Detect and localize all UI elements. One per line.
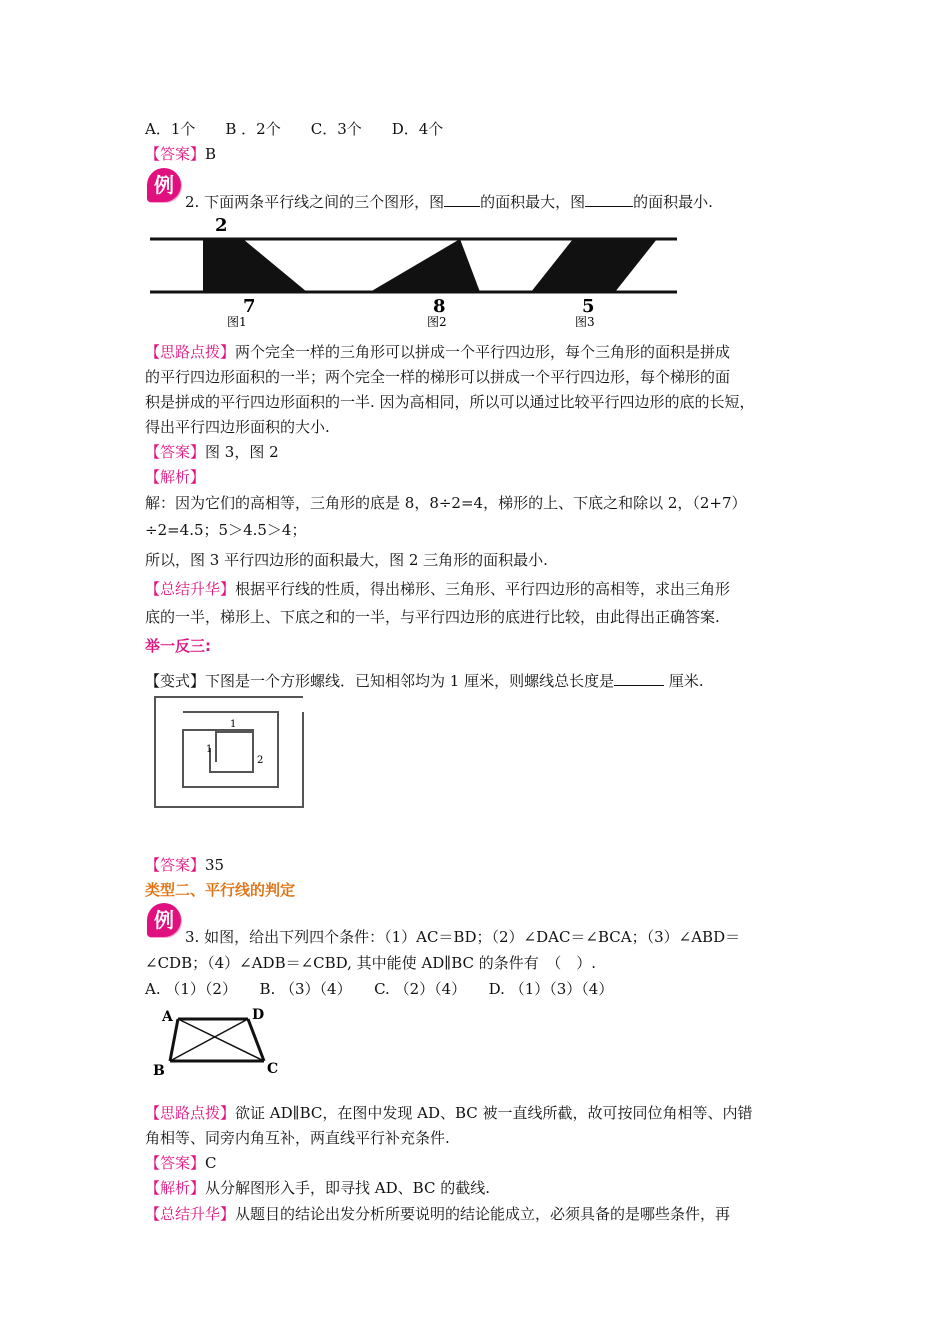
figure-bottom-label: 7: [243, 296, 256, 317]
spiral-label: 2: [257, 755, 264, 766]
q2-question-part1: 2. 下面两条平行线之间的三个图形，图: [185, 193, 445, 211]
figure-caption: 图2: [427, 315, 447, 327]
answer-blank: [585, 192, 633, 207]
practice-heading: 举一反三:: [145, 637, 211, 655]
q2-question-part3: 的面积最小.: [633, 193, 713, 211]
quadrilateral-figure: [150, 1005, 290, 1080]
q2-hint-line: [145, 341, 730, 363]
figure-caption: 图1: [227, 315, 247, 327]
practice-answer-line: [145, 854, 224, 876]
vertex-label-c: C: [267, 1061, 279, 1077]
figure-bottom-label: 5: [582, 296, 595, 317]
answer-blank: [614, 671, 664, 686]
variant-text: 下图是一个方形螺线．已知相邻均为 1 厘米，则螺线总长度是: [205, 672, 615, 690]
answer-value: B: [205, 145, 217, 163]
q2-question: [185, 191, 713, 213]
figure-caption: 图3: [575, 315, 595, 327]
answer-tag: 【答案】: [145, 145, 206, 163]
parallel-lines-figure: [145, 212, 685, 327]
summary-text: 根据平行线的性质，得出梯形、三角形、平行四边形的高相等，求出三角形: [235, 580, 731, 598]
q2-answer-line: [145, 441, 279, 463]
summary-text: 底的一半，梯形上、下底之和的一半，与平行四边形的底进行比较，由此得出正确答案.: [145, 608, 720, 626]
spiral-label: 1: [206, 744, 213, 755]
hint-text: 的平行四边形面积的一半；两个完全一样的梯形可以拼成一个平行四边形，每个梯形的面: [145, 368, 731, 386]
hint-text: 两个完全一样的三角形可以拼成一个平行四边形，每个三角形的面积是拼成: [235, 343, 731, 361]
q1-answer-line: [145, 143, 216, 165]
variant-text: 厘米.: [664, 672, 704, 690]
analysis-text: 从分解图形入手，即寻找 AD、BC 的截线.: [205, 1179, 490, 1197]
hint-tag: 【思路点拨】: [145, 1104, 236, 1122]
variant-line: [145, 670, 704, 692]
q3-analysis-line: [145, 1177, 490, 1199]
q1-options: A．1个 B ．2个 C．3个 D．4个: [145, 120, 444, 138]
q3-options: A. （1）（2） B. （3）（4） C. （2）（4） D. （1）（3）（4）: [145, 980, 614, 998]
analysis-tag: 【解析】: [145, 468, 206, 486]
q3-summary-line: [145, 1203, 730, 1225]
answer-tag: 【答案】: [145, 1154, 206, 1172]
hint-text: 积是拼成的平行四边形面积的一半. 因为高相同，所以可以通过比较平行四边形的底的长短，: [145, 393, 755, 411]
figure-bottom-label: 8: [433, 296, 446, 317]
answer-value: 图 3，图 2: [205, 443, 279, 461]
example-badge: 例: [147, 903, 181, 937]
analysis-text: 所以，图 3 平行四边形的面积最大，图 2 三角形的面积最小.: [145, 551, 548, 569]
q3-hint-line: [145, 1102, 753, 1124]
q2-summary-line: [145, 578, 730, 600]
spiral-label: 1: [230, 719, 237, 730]
trapezoid-shape: [203, 239, 307, 292]
analysis-tag: 【解析】: [145, 1179, 206, 1197]
q2-question-part2: 的面积最大，图: [480, 193, 586, 211]
summary-text: 从题目的结论出发分析所要说明的结论能成立，必须具备的是哪些条件，再: [235, 1205, 731, 1223]
q3-question: ∠CDB；（4）∠ADB＝∠CBD, 其中能使 AD∥BC 的条件有 （ ）.: [145, 954, 597, 972]
section-heading: 类型二、平行线的判定: [145, 881, 296, 899]
vertex-label-d: D: [252, 1007, 265, 1023]
summary-tag: 【总结升华】: [145, 1205, 236, 1223]
q3-answer-line: [145, 1152, 217, 1174]
answer-value: C: [205, 1154, 217, 1172]
summary-tag: 【总结升华】: [145, 580, 236, 598]
figure-top-label: 2: [215, 215, 228, 236]
parallelogram-shape: [531, 239, 657, 292]
square-spiral-figure: [150, 692, 310, 812]
hint-text: 欲证 AD∥BC，在图中发现 AD、BC 被一直线所截，故可按同位角相等、内错: [235, 1104, 753, 1122]
triangle-shape: [370, 239, 480, 292]
answer-blank: [444, 192, 480, 207]
variant-tag: 【变式】: [145, 672, 206, 690]
answer-tag: 【答案】: [145, 856, 206, 874]
vertex-label-a: A: [162, 1009, 173, 1025]
answer-value: 35: [205, 856, 225, 874]
analysis-text: 解：因为它们的高相等，三角形的底是 8，8÷2=4，梯形的上、下底之和除以 2，（2+7）: [145, 494, 747, 512]
vertex-label-b: B: [153, 1063, 165, 1079]
analysis-text: ÷2=4.5；5＞4.5＞4；: [145, 521, 307, 539]
example-badge: 例: [147, 168, 181, 202]
q3-question: 3. 如图，给出下列四个条件：（1）AC＝BD；（2）∠DAC＝∠BCA；（3）∠ABD＝: [185, 928, 741, 946]
hint-text: 角相等、同旁内角互补，两直线平行补充条件.: [145, 1129, 450, 1147]
hint-tag: 【思路点拨】: [145, 343, 236, 361]
hint-text: 得出平行四边形面积的大小.: [145, 418, 330, 436]
answer-tag: 【答案】: [145, 443, 206, 461]
